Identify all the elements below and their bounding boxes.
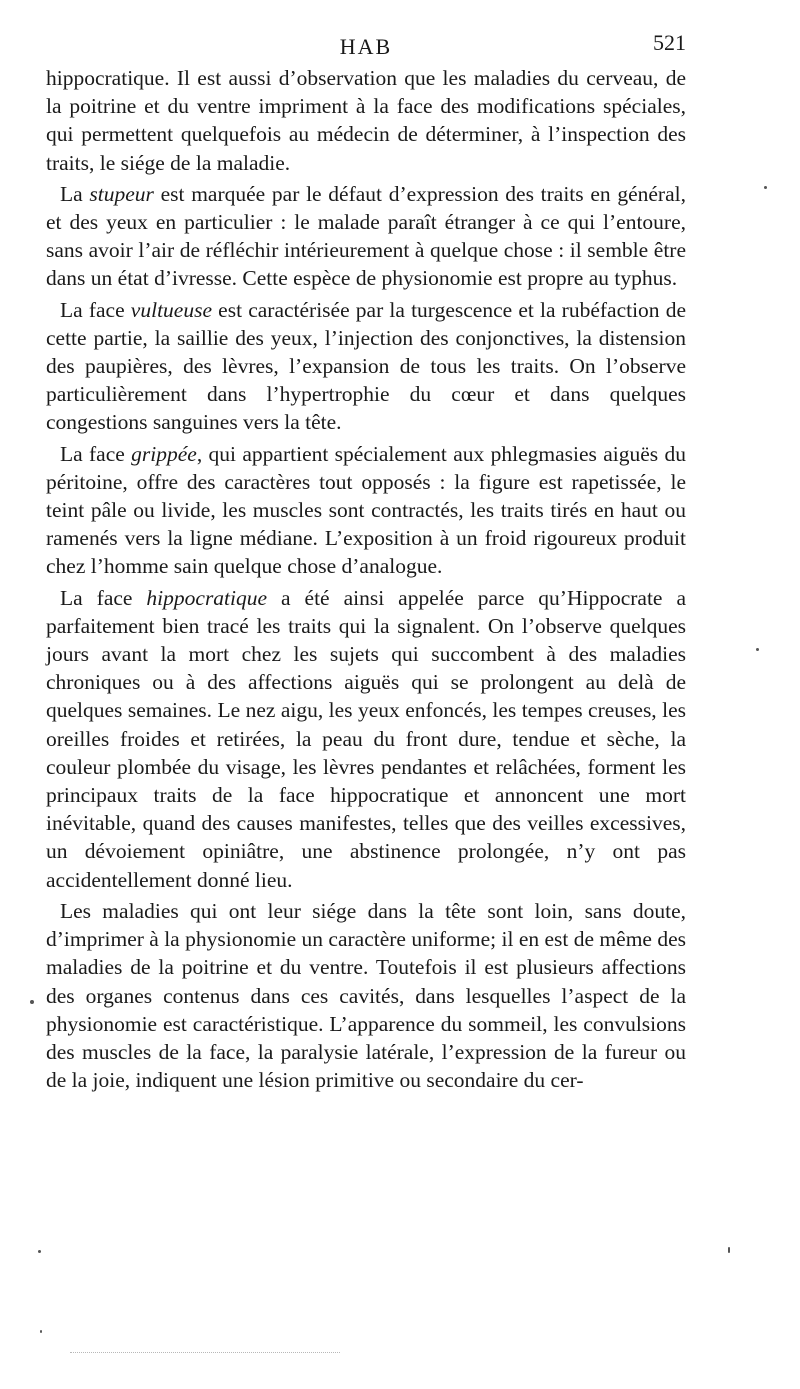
text-run: , qui appartient spécialement aux phlegmasies aiguës du péritoine, offre des caractères tout opposés : la figure est rapetissée, le teint pâle ou livide, les muscles sont contractés, les traits tirés en haut ou ramenés vers la ligne médiane. L’exposition à un froid rigoureux produit chez l’homme sain quelque chose d’analogue. <box>46 441 687 579</box>
paragraph <box>46 584 686 894</box>
running-head <box>48 30 684 60</box>
running-head-title: HAB <box>339 34 393 59</box>
page-number: 521 <box>653 30 686 55</box>
body-text <box>46 64 686 1097</box>
scan-speck <box>764 186 767 189</box>
text-run: La face <box>60 441 132 466</box>
text-run: a été ainsi appelée parce qu’Hippocrate a parfaitement bien tracé les traits qui la signalent. On l’observe quelques jours avant la mort chez les sujets qui succombent à des maladies chroniques ou à des affections aiguës qui se prolongent au delà de quelques semaines. Le nez aigu, les yeux enfoncés, les tempes creuses, les oreilles froides et retirées, la peau du front dure, tendue et sèche, la couleur plombée du visage, les lèvres pendantes et relâchées, forment les principaux traits de la face hippocratique et annoncent une mort inévitable, quand des causes manifestes, telles que des veilles excessives, un dévoiement opiniâtre, une abstinence prolongée, n’y ont pas accidentellement donné lieu. <box>46 585 686 892</box>
italic-term: hippocratique <box>146 585 268 610</box>
scan-speck <box>40 1330 42 1333</box>
text-run: La face <box>60 585 147 610</box>
italic-term: grippée <box>131 441 197 466</box>
scan-speck <box>30 1000 34 1004</box>
text-run: est caractérisée par la turgescence et la rubéfaction de cette partie, la saillie des yeux, l’injection des conjonctives, la distension des paupières, des lèvres, l’expansion de tous les traits. On l’observe particulièrement dans l’hypertrophie du cœur et dans quelques congestions sanguines vers la tête. <box>46 297 687 435</box>
paragraph <box>46 180 686 293</box>
italic-term: stupeur <box>89 181 154 206</box>
scan-speck <box>756 648 759 651</box>
scan-speck <box>728 1247 730 1253</box>
paragraph <box>46 296 686 437</box>
scan-speck <box>38 1250 41 1253</box>
text-run: hippocratique. Il est aussi d’observation que les maladies du cerveau, de la poitrine et du ventre impriment à la face des modifications spéciales, qui permettent quelquefois au médecin de déterminer, à l’inspection des traits, le siége de la maladie. <box>46 66 686 175</box>
text-run: Les maladies qui ont leur siége dans la tête sont loin, sans doute, d’imprimer à la physionomie un caractère uniforme; il en est de même des maladies de la poitrine et du ventre. Toutefois il est plusieurs affections des organes contenus dans ces cavités, dans lesquelles l’aspect de la physionomie est caractéristique. L’apparence du sommeil, les convulsions des muscles de la face, la paralysie latérale, l’expression de la fureur ou de la joie, indiquent une lésion primitive ou secondaire du cer- <box>46 898 686 1093</box>
paragraph <box>46 897 686 1094</box>
text-run: est marquée par le défaut d’expression des traits en général, et des yeux en particulier : le malade paraît étranger à ce qui l’entoure, sans avoir l’air de réfléchir intérieurement à quelque chose : il semble être dans un état d’ivresse. Cette espèce de physionomie est propre au typhus. <box>46 181 686 291</box>
text-run: La face <box>60 297 131 322</box>
paragraph <box>46 440 686 581</box>
footer-rule <box>70 1352 340 1353</box>
text-run: La <box>60 181 90 206</box>
italic-term: vultueuse <box>130 297 212 322</box>
paragraph <box>46 64 686 177</box>
